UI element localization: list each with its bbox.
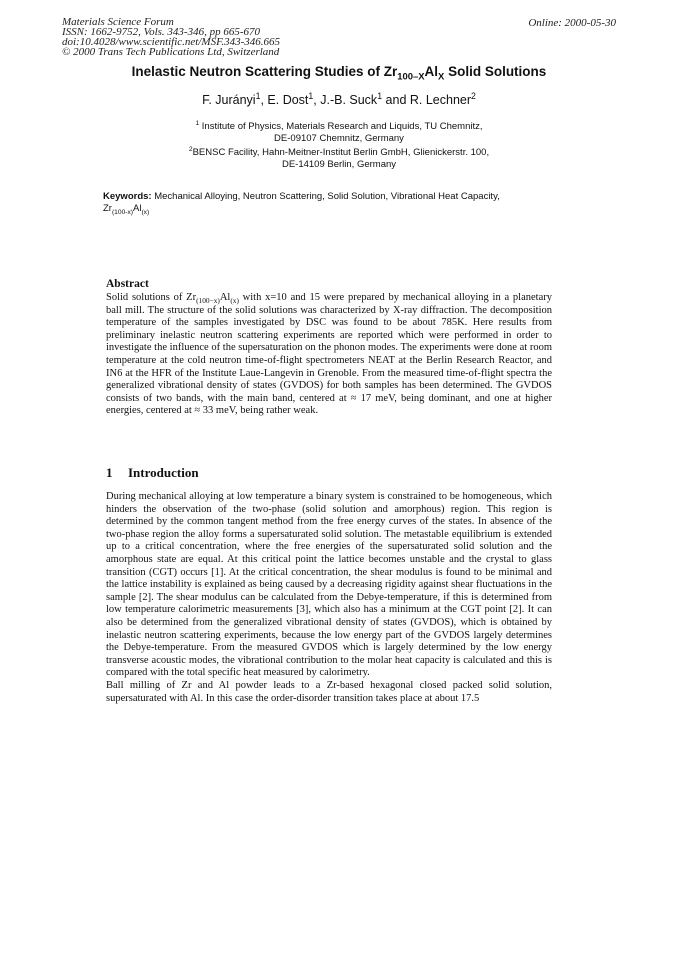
abstract-al: Al bbox=[219, 292, 231, 303]
keywords-text: Mechanical Alloying, Neutron Scattering, Solid Solution, Vibrational Heat Capacity, bbox=[151, 191, 500, 202]
author-name: F. Jurányi bbox=[202, 93, 256, 107]
author-affil-mark: 1 bbox=[308, 90, 314, 101]
section-title: Introduction bbox=[128, 465, 199, 480]
affiliation-2 bbox=[0, 147, 678, 171]
affiliation-2-line1: $^2$BENSC Facility, Hahn-Meitner-Institut Berlin GmbH, Glienickerstr. 100, bbox=[188, 145, 490, 158]
keyword-zr-subscript: (100-x) bbox=[111, 208, 134, 216]
journal-name: Materials Science Forum bbox=[62, 16, 174, 28]
keywords-label: Keywords: bbox=[103, 191, 152, 202]
title-prefix: Inelastic Neutron Scattering Studies of Zr bbox=[131, 64, 398, 79]
author-list bbox=[0, 90, 678, 107]
publication-meta bbox=[62, 17, 280, 57]
keyword-zr: Zr bbox=[103, 203, 112, 214]
title-suffix: Solid Solutions bbox=[444, 64, 547, 79]
paper-title bbox=[0, 64, 678, 83]
affiliation-1-line1: $^1$ Institute of Physics, Materials Research and Liquids, TU Chemnitz, bbox=[195, 119, 483, 132]
affiliation-1-line2: DE-09107 Chemnitz, Germany bbox=[274, 133, 404, 144]
abstract-lead: Solid solutions of Zr bbox=[106, 292, 197, 303]
author-name: and R. Lechner bbox=[382, 93, 472, 107]
introduction-body bbox=[106, 491, 552, 705]
author-name: , J.-B. Suck bbox=[313, 93, 378, 107]
affiliation-2-line2: DE-14109 Berlin, Germany bbox=[281, 159, 397, 170]
issn-line: ISSN: 1662-9752, Vols. 343-346, pp 665-670 bbox=[62, 26, 260, 38]
author-affil-mark: 1 bbox=[255, 90, 261, 101]
section-heading bbox=[106, 465, 199, 481]
paragraph: Ball milling of Zr and Al powder leads to a Zr-based hexagonal closed packed solid solution, supersaturated with Al. In this case the order-disorder transition takes place at about 17.5 bbox=[106, 679, 552, 704]
title-al-subscript: X bbox=[438, 71, 445, 83]
author-affil-mark: 1 bbox=[377, 90, 383, 101]
online-date: Online: 2000-05-30 bbox=[528, 17, 616, 29]
copyright-line: © 2000 Trans Tech Publications Ltd, Switzerland bbox=[62, 46, 280, 58]
affiliation-2-mark: 2 bbox=[188, 145, 193, 153]
author-affil-mark: 2 bbox=[471, 90, 476, 101]
abstract-text: with x=10 and 15 were prepared by mechanical alloying in a planetary ball mill. The structure of the solid solutions was characterized by X-ray diffraction. The decomposition temperature of the samples investigated by DSC was found to be about 785K. Here results from preliminary inelastic neutron scattering experiments are reported which were performed in order to investigate the influence of the supersaturation on the phonon modes. The experiments were done at room temperature at the cold neutron time-of-flight spectrometers NEAT at the Berlin Research Reactor, and IN6 at the HFR of the Institute Laue-Langevin in Grenoble. From the measured time-of-flight spectra the generalized vibrational density of states (GVDOS) for both samples has been determined. The GVDOS consists of two bands, with the main band, centered at ≈ 17 meV, being dominant, and one at higher energies, centered at ≈ 33 meV, being rather weak. bbox=[106, 292, 552, 417]
keywords bbox=[103, 191, 543, 215]
abstract-heading: Abstract bbox=[106, 278, 149, 290]
keyword-al: Al bbox=[133, 203, 142, 214]
affiliation-1 bbox=[0, 121, 678, 145]
abstract-al-subscript: (x) bbox=[230, 296, 239, 306]
title-zr-subscript: 100–X bbox=[397, 71, 425, 83]
paragraph: During mechanical alloying at low temperature a binary system is constrained to be homogeneous, which hinders the observation of the two-phase (solid solution and amorphous) region. This region is determined by the common tangent method from the free energy curves of the states. In absence of the two-phase region the alloy forms a supersaturated solid solution. The metastable equilibrium is extended up to a critical concentration, where the free energies of the supersaturated solid solution and the amorphous state are equal. At this critical point the lattice becomes unstable and the crystal to glass transition (CGT) occurs [1]. At the critical concentration, the shear modulus is found to be minimal and the lattice instability is explained as being caused by a decreasing rigidity against shear fluctuations in the sample [2]. The shear modulus can be calculated from the Debye-temperature, if this is determined from low temperature calorimetric measurements [3], which also has a minimum at the CGT point [2]. It can also be determined from the generalized vibrational density of states (GVDOS), which is obtained by inelastic neutron scattering experiments, because the low energy part of the GVDOS largely determines the Debye-temperature. From the measured GVDOS which is largely determined by the low energy transverse acoustic modes, the vibrational contribution to the molar heat capacity is calculated and this is compared with the total specific heat measured by calorimetry. bbox=[106, 491, 552, 679]
author-name: , E. Dost bbox=[260, 93, 309, 107]
abstract-body bbox=[106, 292, 552, 418]
keyword-al-subscript: (x) bbox=[141, 208, 150, 216]
abstract-zr-subscript: (100−x) bbox=[196, 296, 220, 306]
doi-line: doi:10.4028/www.scientific.net/MSF.343-346.665 bbox=[62, 36, 281, 48]
section-number: 1 bbox=[106, 465, 113, 480]
affiliation-1-mark: 1 bbox=[195, 119, 200, 127]
title-al: Al bbox=[424, 64, 439, 79]
